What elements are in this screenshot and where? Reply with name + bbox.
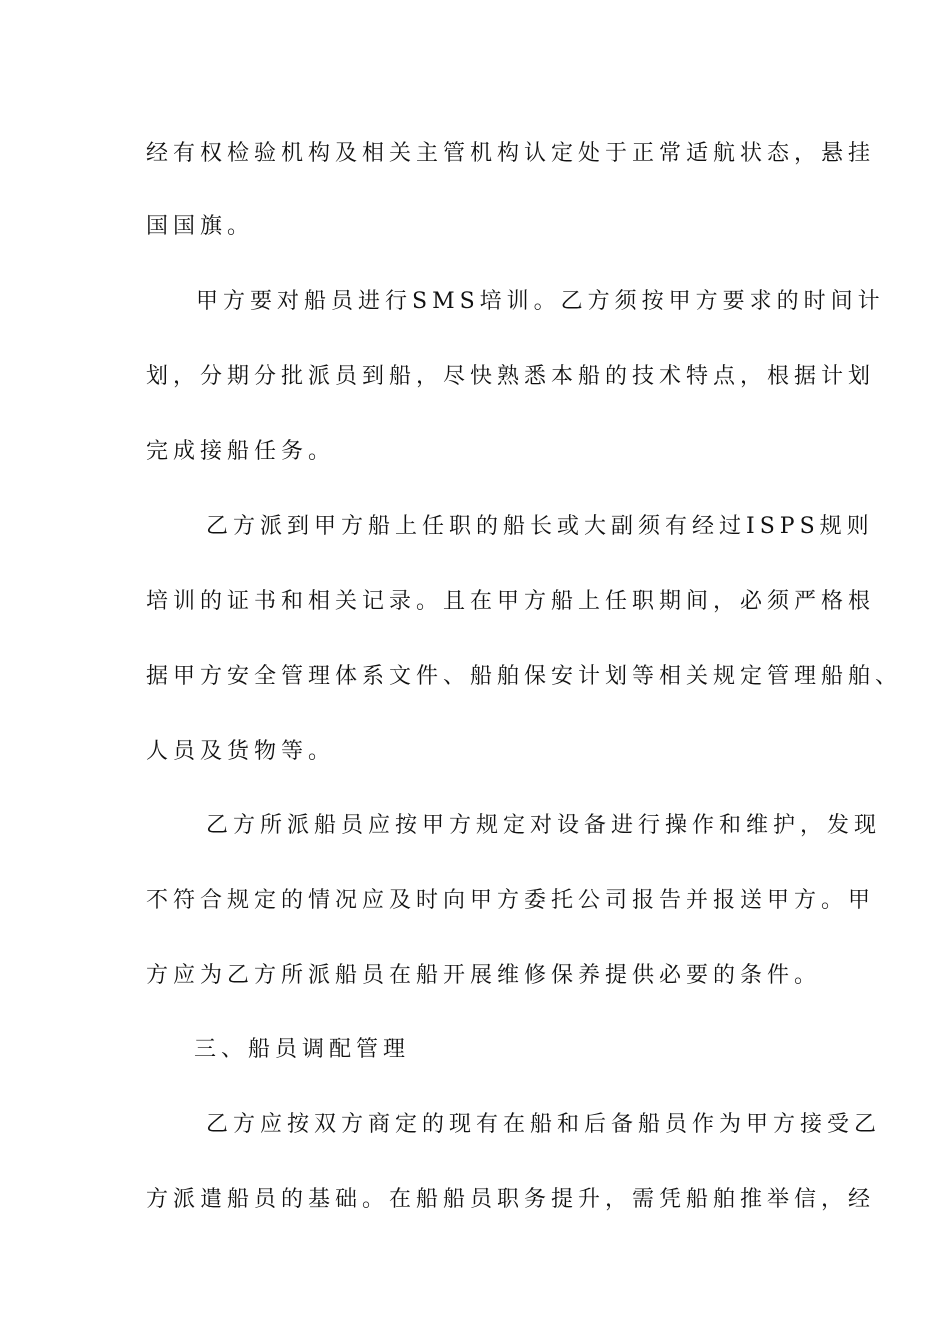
paragraph-line: 乙方派到甲方船上任职的船长或大副须有经过ISPS规则: [206, 514, 874, 539]
paragraph-line: 甲方要对船员进行SMS培训。乙方须按甲方要求的时间计: [196, 289, 885, 314]
paragraph-line: 乙方应按双方商定的现有在船和后备船员作为甲方接受乙: [206, 1112, 882, 1137]
paragraph-line: 划，分期分批派员到船，尽快熟悉本船的技术特点，根据计划: [146, 364, 876, 389]
paragraph-line: 国国旗。: [146, 214, 255, 239]
paragraph-line: 不符合规定的情况应及时向甲方委托公司报告并报送甲方。甲: [146, 888, 876, 913]
section-heading: 三、船员调配管理: [194, 1037, 411, 1062]
paragraph-line: 方派遣船员的基础。在船船员职务提升，需凭船舶推举信，经: [146, 1187, 876, 1212]
paragraph-line: 乙方所派船员应按甲方规定对设备进行操作和维护，发现: [206, 813, 882, 838]
paragraph-line: 人员及货物等。: [146, 739, 336, 764]
paragraph-line: 方应为乙方所派船员在船开展维修保养提供必要的条件。: [146, 963, 822, 988]
paragraph-line: 据甲方安全管理体系文件、船舶保安计划等相关规定管理船舶、: [146, 664, 903, 689]
paragraph-line: 培训的证书和相关记录。且在甲方船上任职期间，必须严格根: [146, 589, 876, 614]
paragraph-line: 完成接船任务。: [146, 439, 336, 464]
paragraph-line: 经有权检验机构及相关主管机构认定处于正常适航状态，悬挂: [146, 141, 876, 166]
